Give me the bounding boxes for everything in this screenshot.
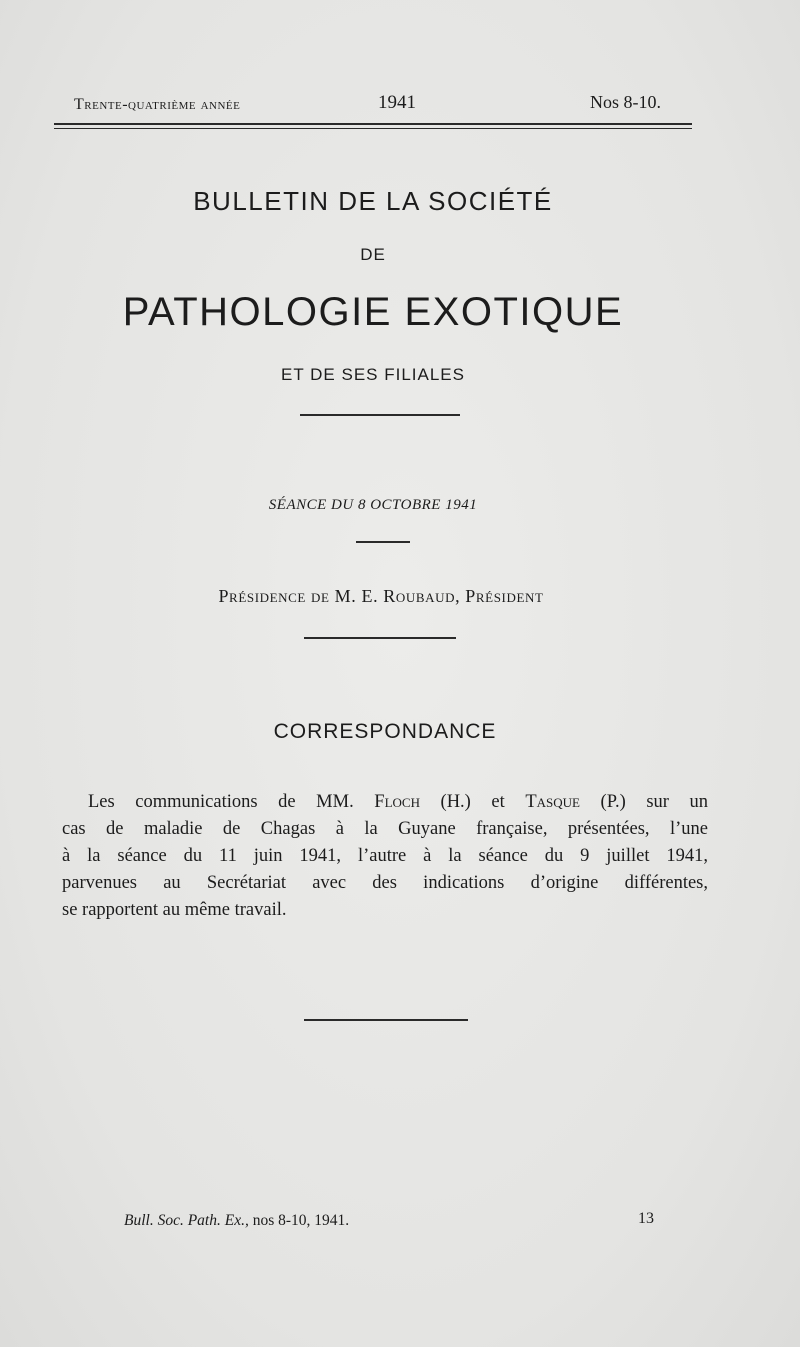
paragraph-line [62, 789, 708, 816]
header-rule-thick [54, 123, 692, 125]
paragraph-line: cas de maladie de Chagas à la Guyane française, présentées, l’une [62, 819, 708, 839]
text-run: (H.) et [419, 792, 526, 812]
paragraph-line: se rapportent au même travail. [62, 900, 287, 920]
paragraph-line: à la séance du 11 juin 1941, l’autre à la séance du 9 juillet 1941, [62, 846, 708, 866]
correspondence-paragraph [62, 789, 708, 924]
journal-title-line1: BULLETIN DE LA SOCIÉTÉ [193, 186, 553, 216]
section-end-divider [304, 1019, 468, 1021]
title-divider [300, 414, 460, 416]
running-header-issue: Nos 8-10. [590, 92, 661, 112]
running-header-volume: Trente-quatrième année [74, 96, 241, 113]
page-number: 13 [638, 1210, 654, 1227]
issue-reference: nos 8-10, 1941. [248, 1212, 350, 1229]
journal-title-line2: DE [360, 245, 386, 264]
paragraph-line: parvenues au Secrétariat avec des indications d’origine différentes, [62, 873, 708, 893]
running-header-year: 1941 [378, 92, 416, 113]
text-run: (P.) sur un [579, 792, 708, 812]
journal-title-line4: ET DE SES FILIALES [281, 365, 465, 384]
header-rule-thin [54, 128, 692, 129]
author-name: Floch [374, 792, 420, 812]
author-name: Tasque [525, 792, 580, 812]
section-heading: CORRESPONDANCE [273, 720, 497, 743]
text-run: Les communications de MM. [88, 792, 375, 812]
presidency-divider [304, 637, 456, 639]
journal-abbreviation: Bull. Soc. Path. Ex., [124, 1212, 249, 1229]
journal-title-main: PATHOLOGIE EXOTIQUE [122, 290, 624, 334]
footer-citation [124, 1212, 349, 1230]
presidency-line: Présidence de M. E. Roubaud, Président [218, 586, 544, 606]
session-date: SÉANCE DU 8 OCTOBRE 1941 [268, 497, 478, 513]
session-divider [356, 541, 410, 543]
